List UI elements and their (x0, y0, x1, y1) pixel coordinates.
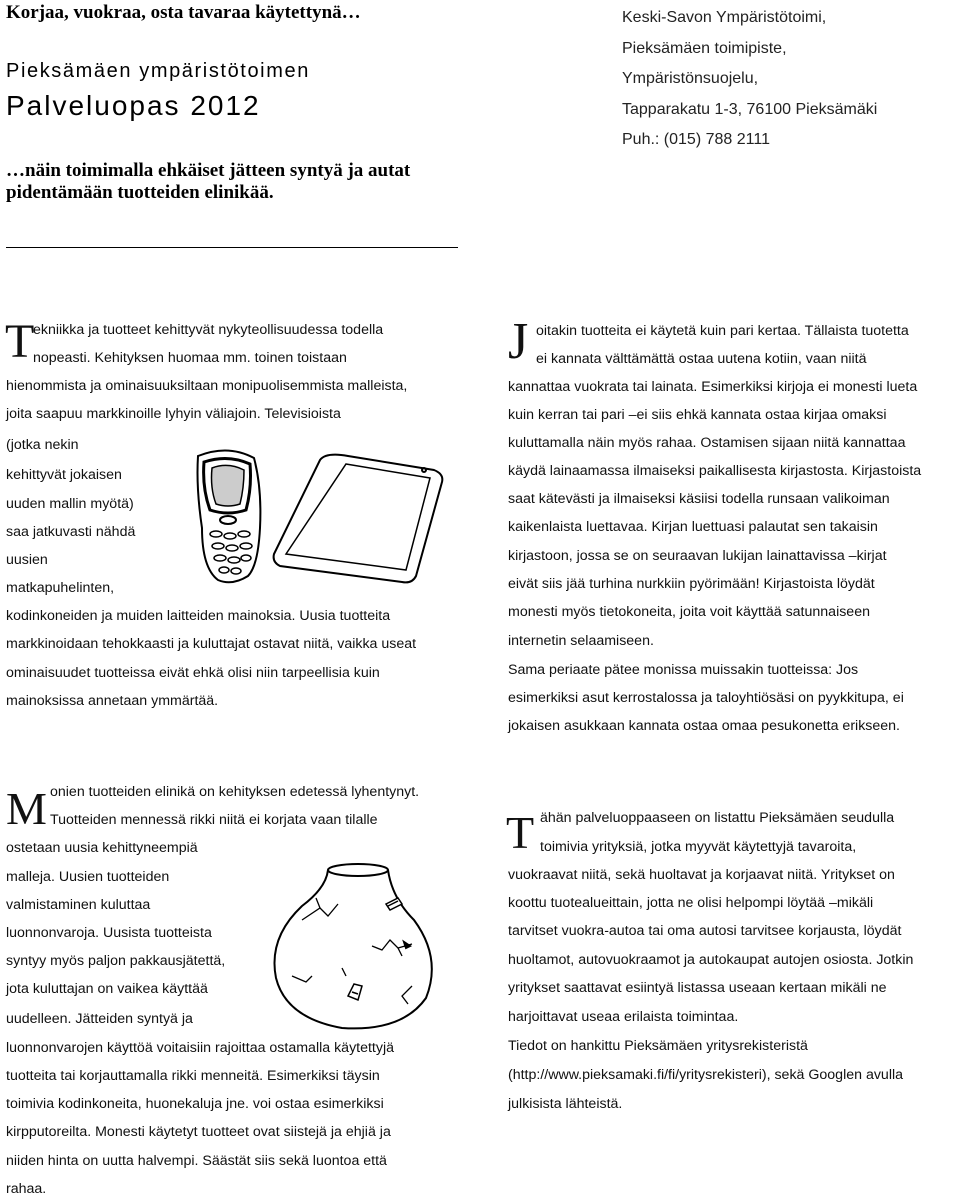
text-line: kaikenlaista luettavaa. Kirjan luettuasi palautat sen takaisin (508, 519, 878, 535)
text-line: jokaisen asukkaan kannata ostaa omaa pesukonetta erikseen. (508, 718, 900, 734)
address-line-2: Pieksämäen toimipiste, (622, 39, 787, 57)
text-line: kuin kerran tai pari –ei siis ehkä kannata ostaa kirjaa omaksi (508, 407, 887, 423)
text-line: vuokraavat niitä, sekä huoltavat ja korjaavat niitä. Yritykset on (508, 867, 895, 883)
text-line: syntyy myös paljon pakkausjätettä, (6, 953, 226, 969)
text-line: eivät siis jää turhina nurkkiin pyörimään! Kirjastoista löydät (508, 576, 875, 592)
text-line: uudelleen. Jätteiden syntyä ja (6, 1011, 193, 1027)
text-line: jota kuluttajan on vaikea käyttää (6, 981, 208, 997)
text-line: tarvitset vuokra-autoa tai oma autosi tarvitsee korjausta, löydät (508, 923, 902, 939)
text-line: Tuotteiden mennessä rikki niitä ei korjata vaan tilalle (50, 812, 378, 828)
text-line: kirpputoreilta. Monesti käytetyt tuotteet ovat siistejä ja ehjiä ja (6, 1124, 391, 1140)
text-line: kuluttamalla näin myös rahaa. Ostamisen sijaan niitä kannattaa (508, 435, 906, 451)
header-kicker: Korjaa, vuokraa, osta tavaraa käytettynä… (6, 2, 361, 23)
text-line: julkisista lähteistä. (508, 1096, 623, 1112)
text-line: markkinoidaan tehokkaasti ja kuluttajat ostavat niitä, vaikka useat (6, 636, 417, 652)
broken-vase-illustration (262, 858, 442, 1033)
text-line: joita saapuu markkinoille lyhyin väliajoin. Televisioista (6, 406, 341, 422)
text-line: ei kannata välttämättä ostaa uutena kotiin, vaan niitä (536, 351, 867, 367)
text-line: uuden mallin myötä) (6, 496, 134, 512)
text-line: niiden hinta on uutta halvempi. Säästät siis sekä luontoa että (6, 1153, 387, 1169)
guide-title: Palveluopas 2012 (6, 90, 261, 121)
text-line: koottu tuotealueittain, jotta ne olisi helpompi löytää –mikäli (508, 895, 874, 911)
text-line: onien tuotteiden elinikä on kehityksen edetessä lyhentynyt. (50, 784, 420, 800)
text-line: valmistaminen kuluttaa (6, 897, 151, 913)
text-line: tuotteita tai korjauttamalla rikki menneitä. Esimerkiksi täysin (6, 1068, 380, 1084)
text-line: nopeasti. Kehityksen huomaa mm. toinen toistaan (33, 350, 347, 366)
text-line: malleja. Uusien tuotteiden (6, 869, 170, 885)
text-line: kirjastoon, jossa se on seuraavan lukijan lainattavissa –kirjat (508, 548, 887, 564)
text-line: hienommista ja ominaisuuksiltaan monipuolisemmista malleista, (6, 378, 408, 394)
text-line: kodinkoneiden ja muiden laitteiden mainoksia. Uusia tuotteita (6, 608, 391, 624)
address-line-3: Ympäristönsuojelu, (622, 70, 759, 87)
text-line: kannattaa vuokrata tai lainata. Esimerkiksi kirjoja ei monesti lueta (508, 379, 918, 395)
address-line-1: Keski-Savon Ympäristötoimi, (622, 9, 827, 26)
text-line: harjoittavat useaa erilaista toimintaa. (508, 1009, 739, 1025)
tagline-line-2: pidentämään tuotteiden elinikää. (6, 182, 274, 203)
text-line: mainoksissa annetaan ymmärtää. (6, 693, 219, 709)
dropcap-t-guide: T (506, 807, 535, 858)
tagline-line-1: …näin toimimalla ehkäiset jätteen syntyä ja autat (6, 160, 411, 181)
text-line: (http://www.pieksamaki.fi/fi/yritysrekisteri), sekä Googlen avulla (508, 1067, 904, 1083)
text-line: yritykset saattavat esiintyä listassa useaan kertaan mikäli ne (508, 980, 887, 996)
text-line: uusien (6, 552, 48, 568)
text-line: matkapuhelinten, (6, 580, 115, 596)
text-line: luonnonvaroja. Uusista tuotteista (6, 925, 212, 941)
text-line: käydä lainaamassa ilmaiseksi paikallisesta kirjastosta. Kirjastoista (508, 463, 922, 479)
text-line: Sama periaate pätee monissa muissakin tuotteissa: Jos (508, 662, 859, 678)
text-line: kehittyvät jokaisen (6, 467, 122, 483)
text-line: toimivia kodinkoneita, huonekaluja jne. voi ostaa esimerkiksi (6, 1096, 384, 1112)
section-guide-intro (508, 0, 960, 1197)
text-line: ominaisuudet tuotteissa eivät ehkä olisi niin tarpeellisia kuin (6, 665, 380, 681)
dropcap-j: J (508, 313, 529, 370)
text-line: Tiedot on hankittu Pieksämäen yritysrekisteristä (508, 1038, 808, 1054)
text-line: luonnonvarojen käyttöä voitaisiin rajoittaa ostamalla käytettyjä (6, 1040, 395, 1056)
text-line: ekniikka ja tuotteet kehittyvät nykyteollisuudessa todella (33, 322, 384, 338)
text-line: toimivia yrityksiä, jotka myyvät käytettyjä tavaroita, (540, 839, 857, 855)
text-line: internetin selaamiseen. (508, 633, 654, 649)
text-line: saat kätevästi ja ilmaiseksi käsiisi todella runsaan valikoiman (508, 491, 890, 507)
text-line: rahaa. (6, 1181, 47, 1197)
dropcap-m: M (6, 783, 47, 834)
text-line: ostetaan uusia kehittyneempiä (6, 840, 198, 856)
text-line: (jotka nekin (6, 437, 79, 453)
address-line-5: Puh.: (015) 788 2111 (622, 131, 770, 148)
text-line: saa jatkuvasti nähdä (6, 524, 136, 540)
text-line: monesti myös tietokoneita, joita voit käyttää satunnaiseen (508, 604, 870, 620)
office-name: Pieksämäen ympäristötoimen (6, 60, 310, 82)
text-line: oitakin tuotteita ei käytetä kuin pari kertaa. Tällaista tuotetta (536, 323, 909, 339)
address-line-4: Tapparakatu 1-3, 76100 Pieksämäki (622, 100, 878, 118)
text-line: esimerkiksi asut kerrostalossa ja taloyhtiösäsi on pyykkitupa, ei (508, 690, 904, 706)
text-line: huoltamot, autovuokraamot ja autokaupat autojen osiosta. Jotkin (508, 952, 914, 968)
dropcap-t: T (5, 315, 35, 368)
text-line: ähän palveluoppaaseen on listattu Pieksämäen seudulla (540, 810, 895, 826)
